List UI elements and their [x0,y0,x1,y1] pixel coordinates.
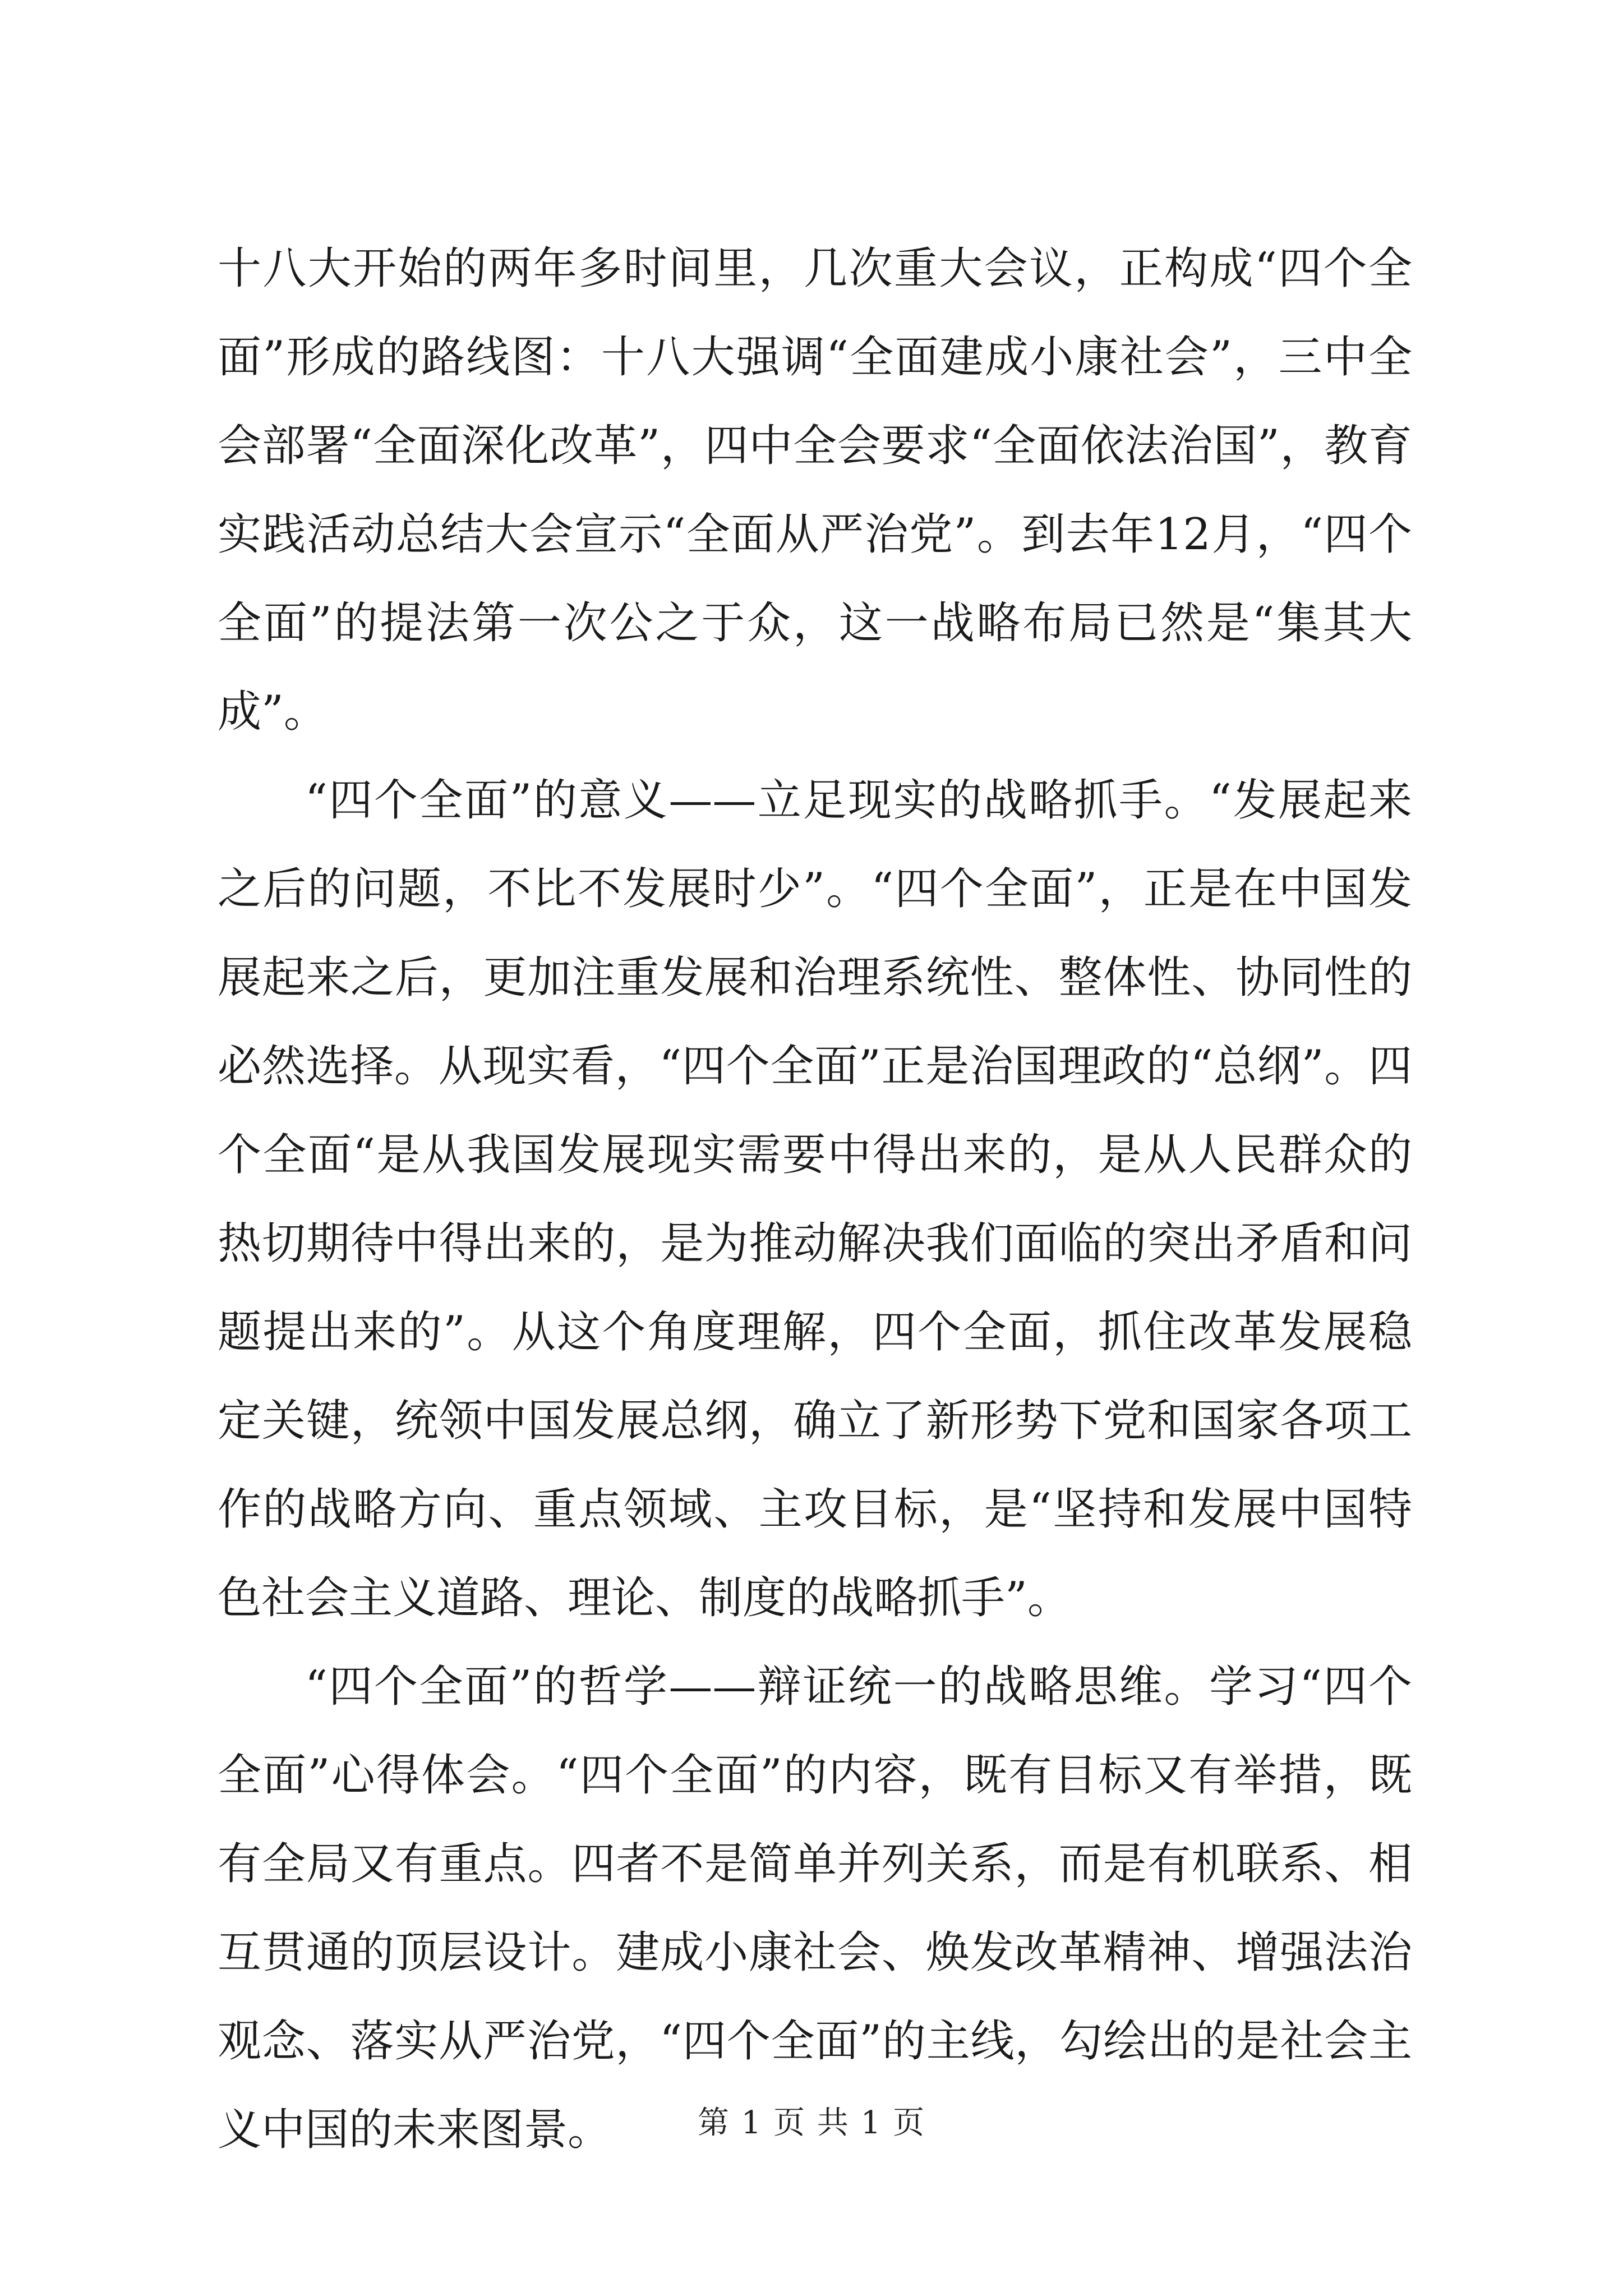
page-footer: 第 1 页 共 1 页 [697,2105,926,2141]
paragraph-1: 十八大开始的两年多时间里，几次重大会议，正构成“四个全面”形成的路线图：十八大强调“全面建成小康社会”，三中全会部署“全面深化改革”，四中全会要求“全面依法治国”，教育实践活动总结大会宣示“全面从严治党”。到去年12月，“四个全面”的提法第一次公之于众，这一战略布局已然是“集其大成”。 [218,243,1412,737]
paragraph-2: “四个全面”的意义——立足现实的战略抓手。“发展起来之后的问题，不比不发展时少”。“四个全面”，正是在中国发展起来之后，更加注重发展和治理系统性、整体性、协同性的必然选择。从现实看，“四个全面”正是治国理政的“总纲”。四个全面“是从我国发展现实需要中得出来的，是从人民群众的热切期待中得出来的，是为推动解决我们面临的突出矛盾和问题提出来的”。从这个角度理解，四个全面，抓住改革发展稳定关键，统领中国发展总纲，确立了新形势下党和国家各项工作的战略方向、重点领域、主攻目标，是“坚持和发展中国特色社会主义道路、理论、制度的战略抓手”。 [218,775,1412,1623]
document-body [218,224,1412,2174]
paragraph-3: “四个全面”的哲学——辩证统一的战略思维。学习“四个全面”心得体会。“四个全面”的内容，既有目标又有举措，既有全局又有重点。四者不是简单并列关系，而是有机联系、相互贯通的顶层设计。建成小康社会、焕发改革精神、增强法治观念、落实从严治党，“四个全面”的主线，勾绘出的是社会主义中国的未来图景。 [218,1662,1412,2155]
